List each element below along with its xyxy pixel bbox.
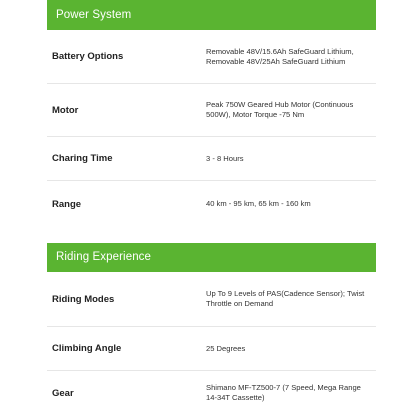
spec-label: Gear (52, 387, 74, 399)
section-gap (47, 227, 376, 243)
spec-row-range (47, 181, 376, 227)
section-header-power-system: Power System (47, 0, 376, 30)
section-header-riding-experience: Riding Experience (47, 243, 376, 272)
spec-row-climbing-angle (47, 327, 376, 371)
spec-label: Riding Modes (52, 293, 115, 305)
spec-value: Up To 9 Levels of PAS(Cadence Sensor); Twist Throttle on Demand (206, 289, 365, 308)
spec-value: Peak 750W Geared Hub Motor (Continuous 500W), Motor Torque -75 Nm (206, 100, 354, 119)
spec-label: Climbing Angle (52, 343, 122, 354)
spec-row-motor (47, 84, 376, 137)
spec-row-gear (47, 371, 376, 415)
spec-value: 40 km - 95 km, 65 km - 160 km (206, 199, 311, 208)
spec-label: Battery Options (52, 51, 124, 62)
spec-label: Range (52, 198, 82, 210)
spec-value: 3 - 8 Hours (206, 153, 244, 163)
spec-row-charging-time (47, 137, 376, 181)
spec-row-battery-options (47, 30, 376, 84)
spec-value: Shimano MF-TZ500-7 (7 Speed, Mega Range 14-34T Cassette) (206, 383, 361, 402)
spec-value: Removable 48V/15.6Ah SafeGuard Lithium, Removable 48V/25Ah SafeGuard Lithium (206, 46, 354, 66)
spec-value: 25 Degrees (206, 343, 246, 353)
spec-label: Charing Time (52, 153, 113, 164)
spec-row-riding-modes (47, 272, 376, 327)
spec-label: Motor (52, 104, 79, 116)
